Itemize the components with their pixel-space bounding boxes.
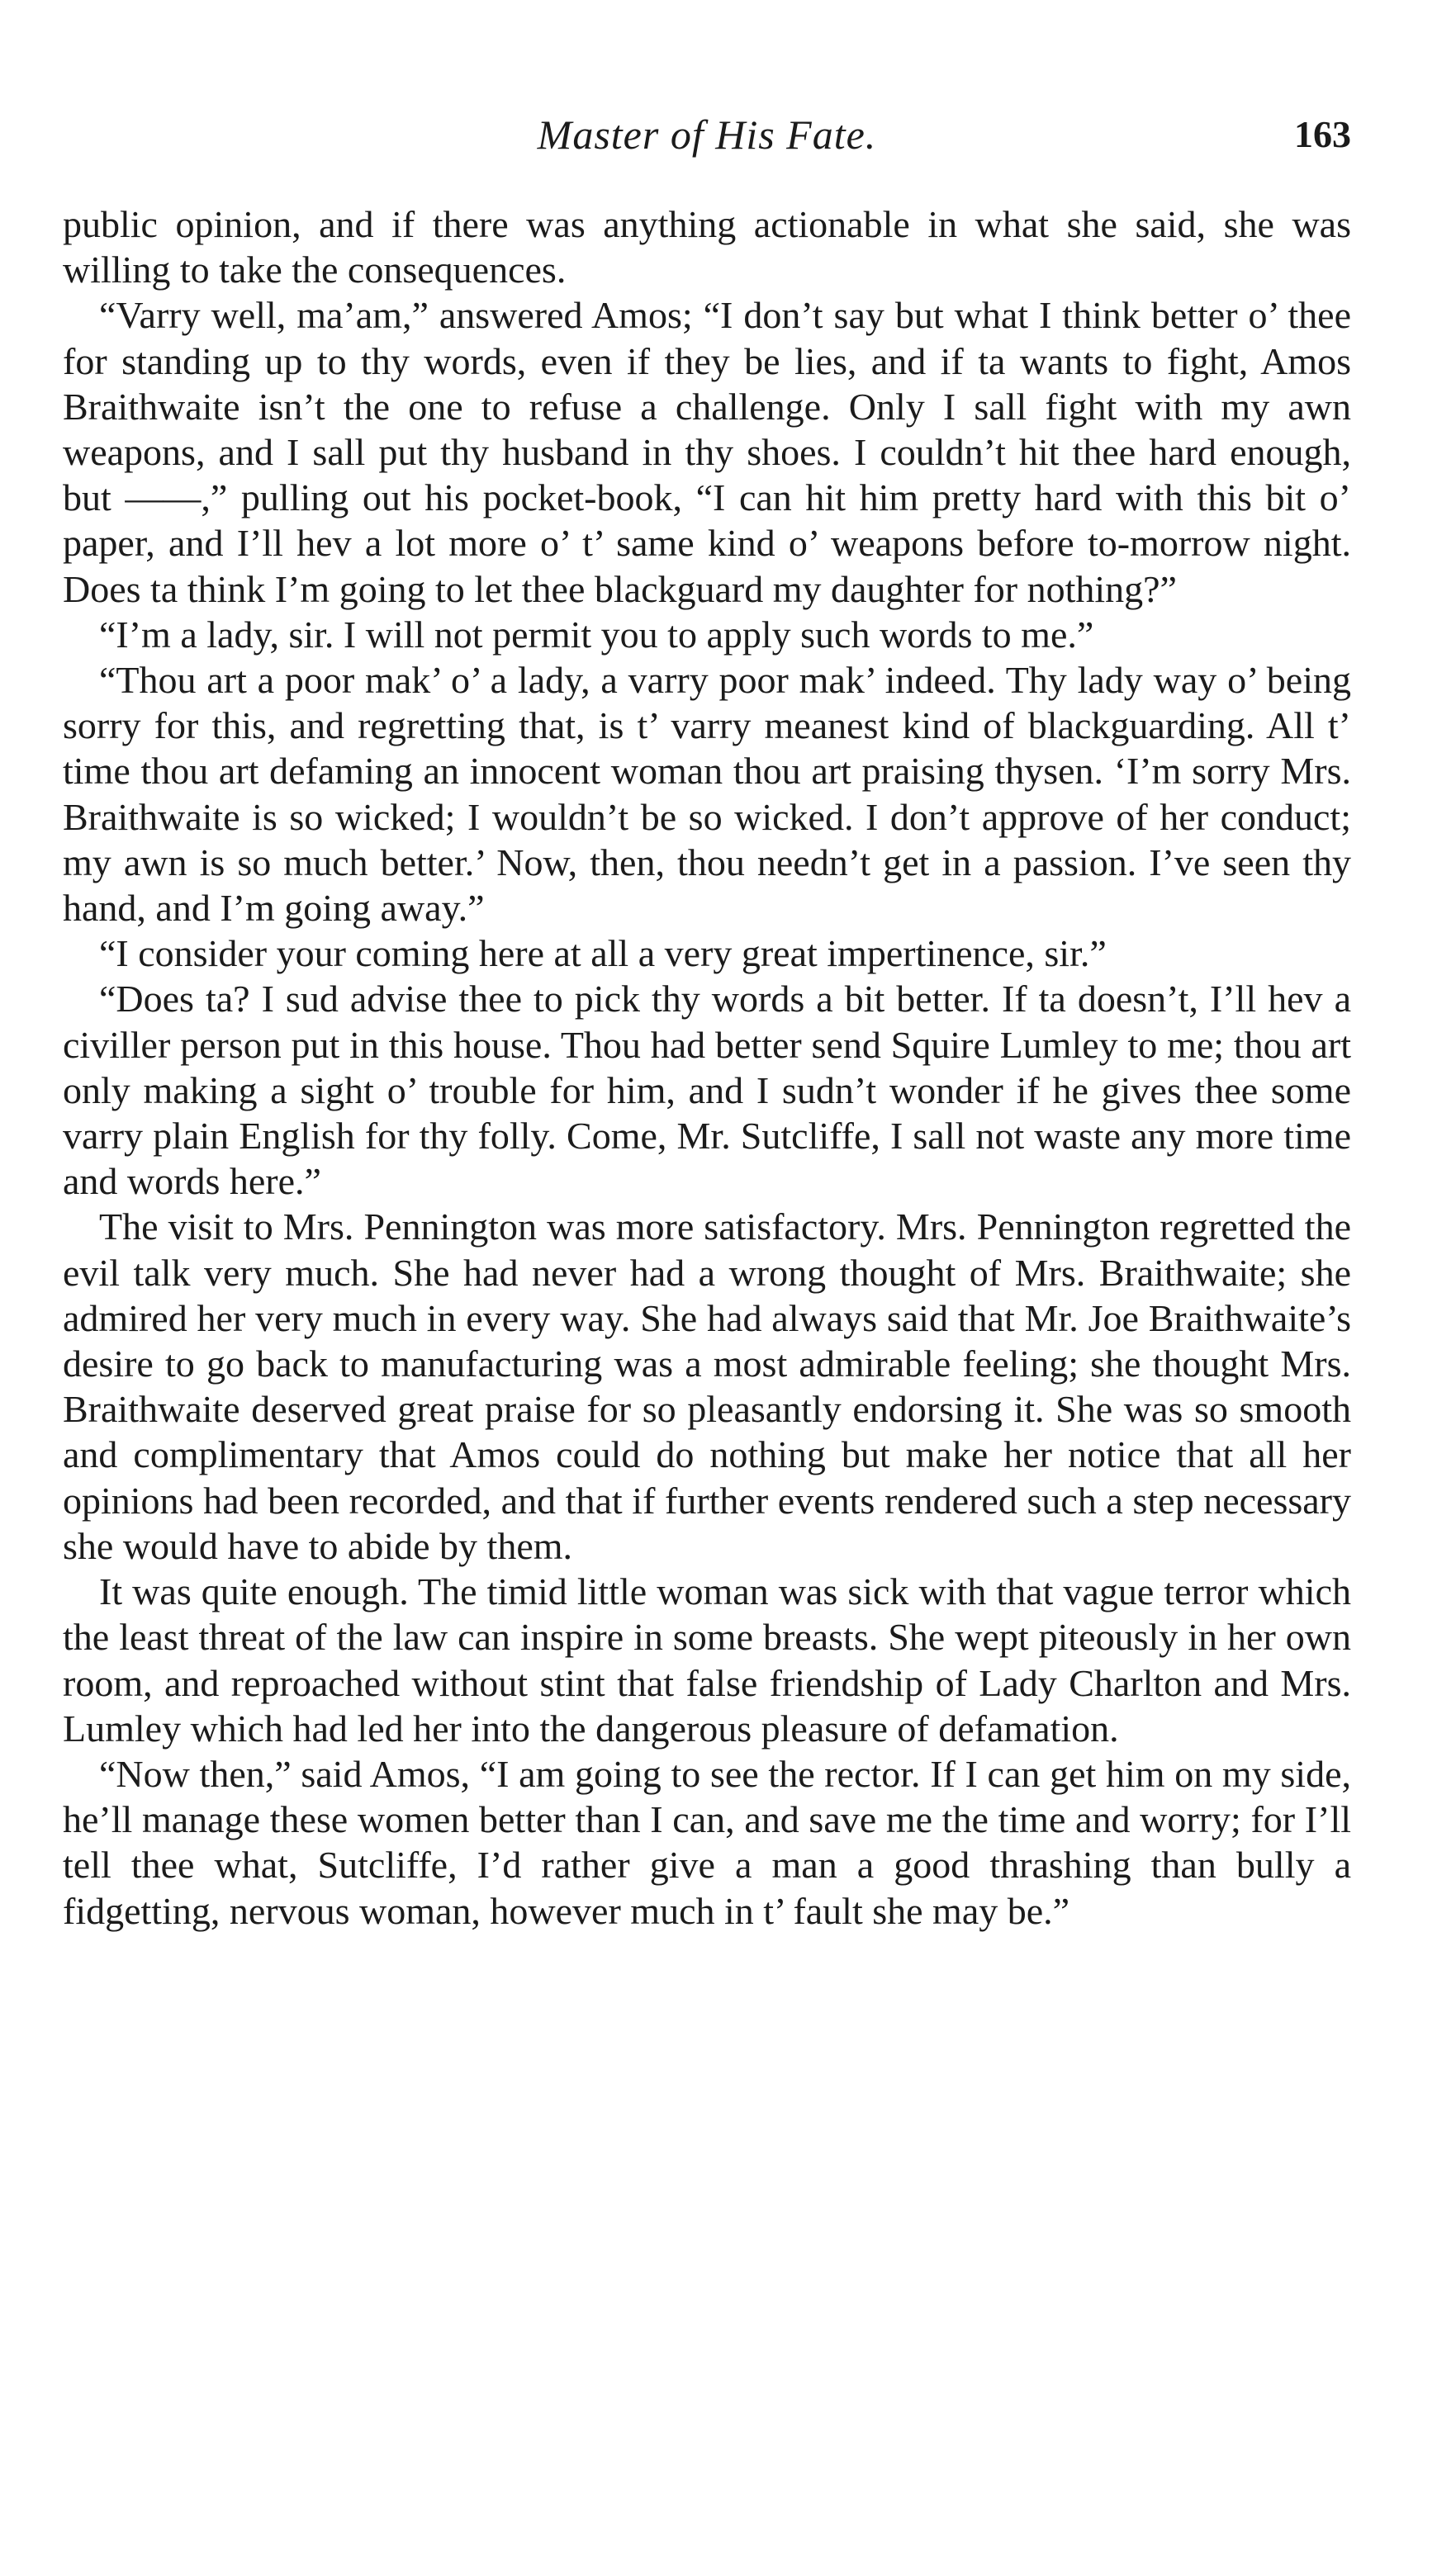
paragraph: “Does ta? I sud advise thee to pick thy words a bit better. If ta doesn’t, I’ll hev a civiller person put in this house. Thou had better send Squire Lumley to me; thou art only making a sight o’ trouble for him, and I sudn’t wonder if he gives thee some varry plain English for thy folly. Come, Mr. Sutcliffe, I sall not waste any more time and words here.” xyxy=(63,978,1351,1203)
body-text xyxy=(63,201,1351,1934)
paragraph: “I’m a lady, sir. I will not permit you to apply such words to me.” xyxy=(99,613,1094,656)
paragraph: “Now then,” said Amos, “I am going to see the rector. If I can get him on my side, he’ll manage these women better than I can, and save me the time and worry; for I’ll tell thee what, Sutcliffe, I’d rather give a man a good thrashing than bully a fidgetting, nervous woman, however much in t’ fault she may be.” xyxy=(63,1752,1351,1932)
paragraph: public opinion, and if there was anything actionable in what she said, she was willing to take the consequences. xyxy=(63,203,1351,291)
paragraph: It was quite enough. The timid little woman was sick with that vague terror which the least threat of the law can inspire in some breasts. She wept piteously in her own room, and reproached without stint that false friendship of Lady Charlton and Mrs. Lumley which had led her into the dangerous pleasure of defamation. xyxy=(63,1570,1351,1750)
running-title: Master of His Fate. xyxy=(537,111,877,158)
paragraph: “I consider your coming here at all a very great impertinence, sir.” xyxy=(99,932,1107,975)
paragraph: The visit to Mrs. Pennington was more satisfactory. Mrs. Pennington regretted the evil talk very much. She had never had a wrong thought of Mrs. Braithwaite; she admired her very much in every way. She had always said that Mr. Joe Braithwaite’s desire to go back to manufacturing was a most admirable feeling; she thought Mrs. Braithwaite deserved great praise for so pleasantly endorsing it. She was so smooth and complimentary that Amos could do nothing but make her notice that all her opinions had been recorded, and that if further events rendered such a step necessary she would have to abide by them. xyxy=(63,1205,1351,1567)
paragraph: “Thou art a poor mak’ o’ a lady, a varry poor mak’ indeed. Thy lady way o’ being sorry for this, and regretting that, is t’ varry meanest kind of blackguarding. All t’ time thou art defaming an innocent woman thou art praising thysen. ‘I’m sorry Mrs. Braithwaite is so wicked; I wouldn’t be so wicked. I don’t approve of her conduct; my awn is so much better.’ Now, then, thou needn’t get in a passion. I’ve seen thy hand, and I’m going away.” xyxy=(63,659,1351,930)
paragraph: “Varry well, ma’am,” answered Amos; “I don’t say but what I think better o’ thee for standing up to thy words, even if they be lies, and if ta wants to fight, Amos Braithwaite isn’t the one to refuse a challenge. Only I sall fight with my awn weapons, and I sall put thy husband in thy shoes. I couldn’t hit thee hard enough, but ——,” pulling out his pocket-book, “I can hit him pretty hard with this bit o’ paper, and I’ll hev a lot more o’ t’ same kind o’ weapons before to-morrow night. Does ta think I’m going to let thee blackguard my daughter for nothing?” xyxy=(63,294,1351,610)
running-head xyxy=(63,106,1351,163)
page-number: 163 xyxy=(1294,113,1351,155)
